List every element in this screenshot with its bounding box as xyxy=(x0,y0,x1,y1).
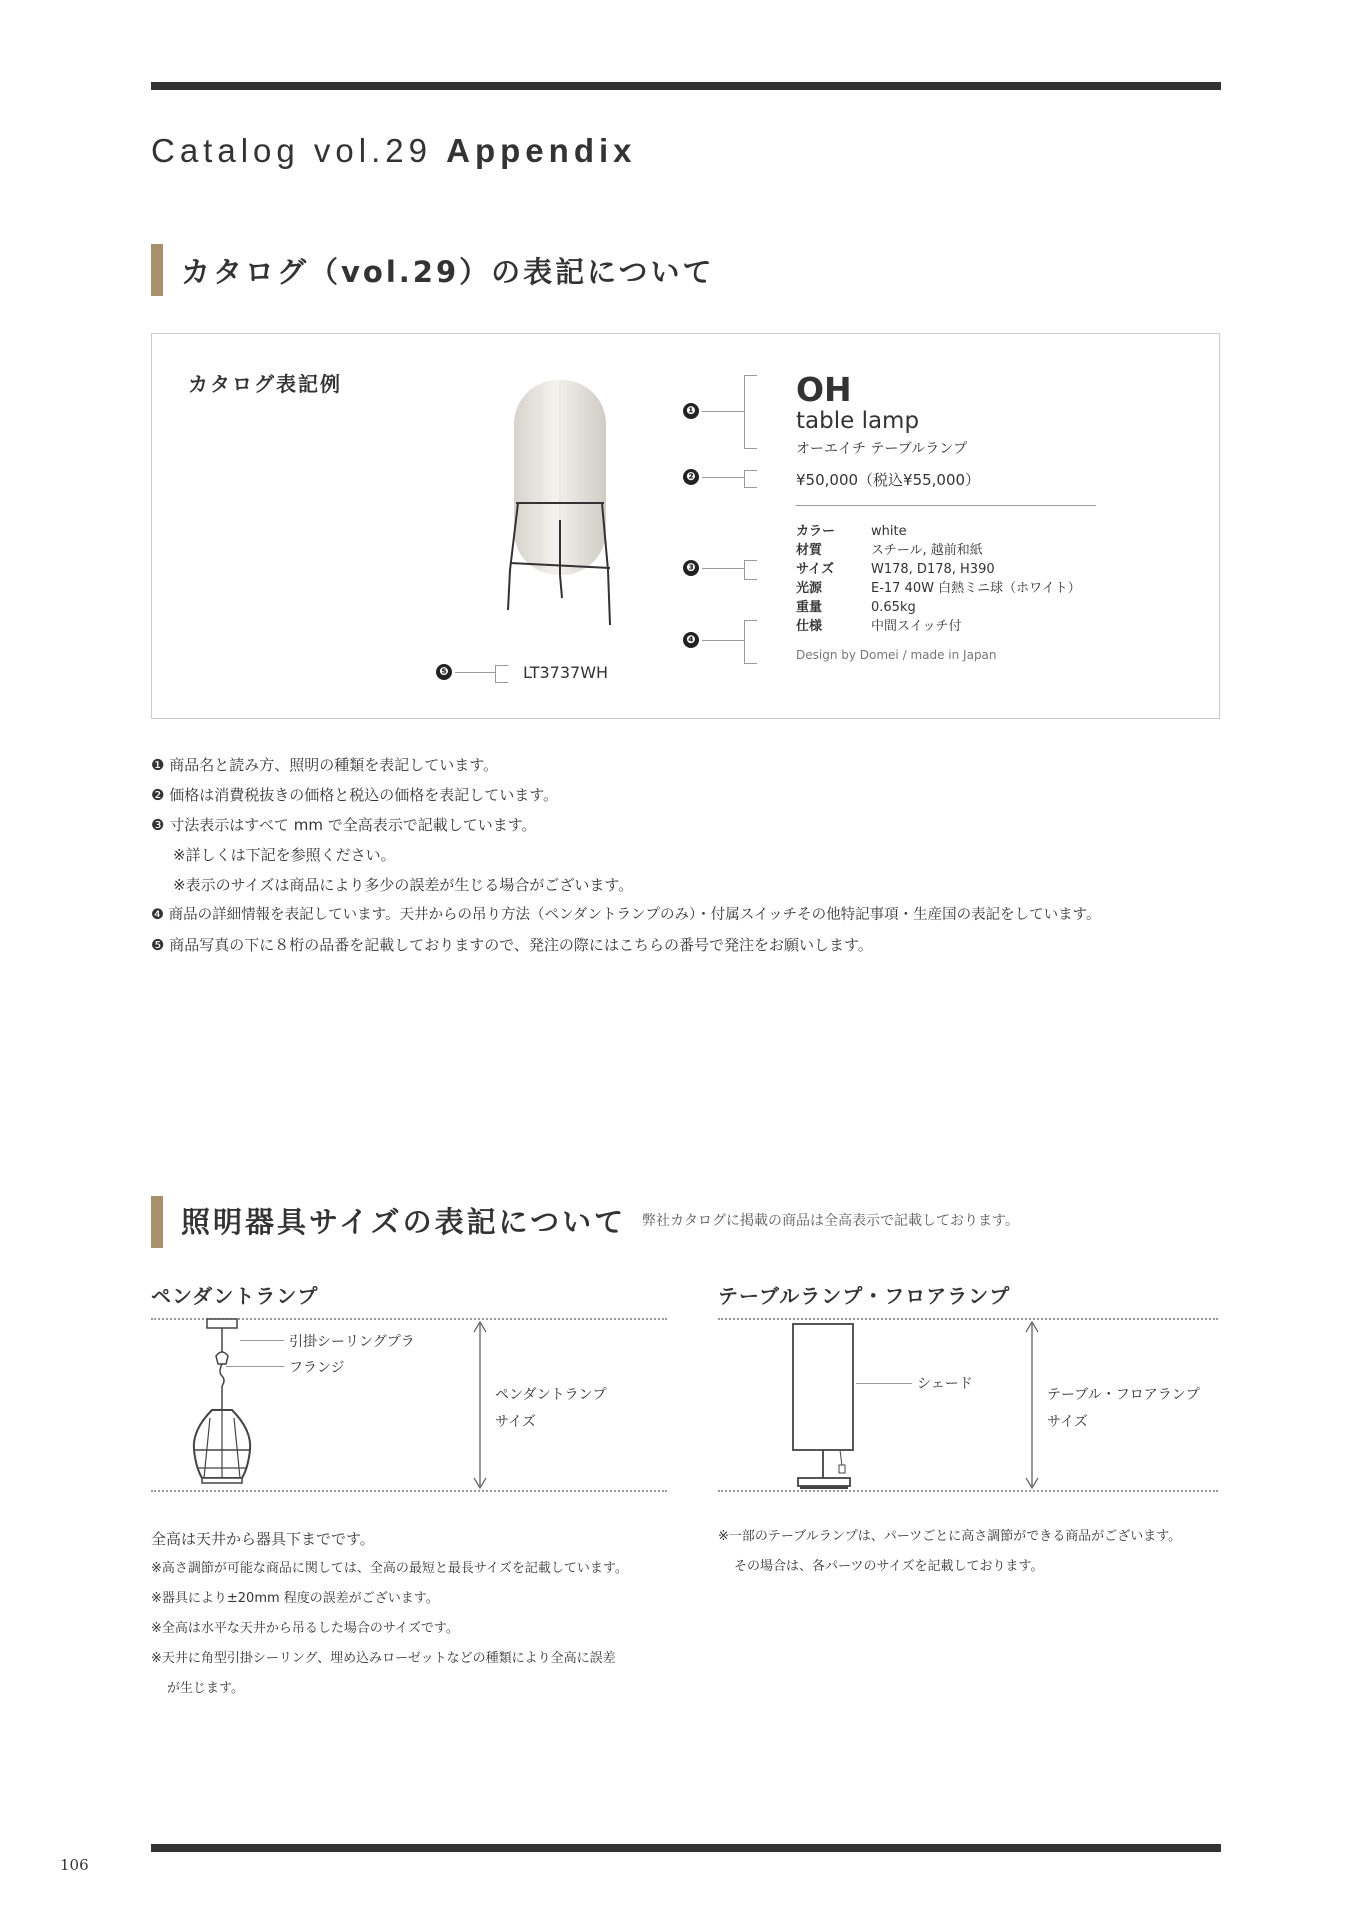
top-rule xyxy=(151,82,1221,90)
marker-1: ❶ xyxy=(683,403,699,419)
marker-5: ❺ xyxy=(436,664,452,680)
pendant-size-label-1: ペンダントランプ xyxy=(495,1387,607,1403)
bottom-rule xyxy=(151,1844,1221,1852)
example-label: カタログ表記例 xyxy=(188,372,342,396)
table-note: その場合は、各パーツのサイズを記載しております。 xyxy=(734,1559,1044,1574)
table-size-arrow xyxy=(1022,1320,1042,1490)
marker-4-line xyxy=(702,640,744,641)
table-lamp-heading: テーブルランプ・フロアランプ xyxy=(718,1284,1011,1308)
note-item xyxy=(151,870,1231,900)
spec-table xyxy=(796,522,1081,636)
pendant-size-arrow xyxy=(470,1320,490,1490)
spec-value: W178, D178, H390 xyxy=(871,562,995,577)
spec-row xyxy=(796,522,1081,541)
note-item xyxy=(151,900,1231,930)
spec-key: 重量 xyxy=(796,600,823,615)
page-number: 106 xyxy=(60,1856,89,1874)
notes-list xyxy=(151,750,1231,960)
pendant-size-label xyxy=(495,1382,607,1436)
spec-key: 光源 xyxy=(796,581,823,596)
section1-accent-bar xyxy=(151,244,163,296)
product-type: table lamp xyxy=(796,408,920,434)
note-marker: ❷ xyxy=(151,786,165,804)
marker-5-bracket xyxy=(495,665,508,683)
pendant-note: ※器具により±20mm 程度の誤差がございます。 xyxy=(151,1591,439,1606)
marker-4-bracket xyxy=(744,620,757,664)
page-header xyxy=(151,132,637,170)
product-price: ¥50,000（税込¥55,000） xyxy=(796,471,981,489)
section2-accent-bar xyxy=(151,1196,163,1248)
marker-3-line xyxy=(702,568,744,569)
section2-title: 照明器具サイズの表記について xyxy=(181,1205,627,1239)
spec-key: 仕様 xyxy=(796,619,823,634)
lamp-product-image xyxy=(500,370,620,640)
product-name: OH xyxy=(796,370,852,409)
note-item xyxy=(151,840,1231,870)
label-flange: フランジ xyxy=(289,1360,345,1376)
table-lamp-drawing xyxy=(780,1318,880,1490)
table-size-label xyxy=(1047,1382,1200,1436)
pendant-note: ※全高は水平な天井から吊るした場合のサイズです。 xyxy=(151,1621,459,1636)
spec-key: サイズ xyxy=(796,562,834,577)
spec-value: スチール, 越前和紙 xyxy=(871,543,983,558)
pendant-notes xyxy=(151,1524,628,1704)
marker-2-line xyxy=(702,477,744,478)
pendant-note: ※高さ調節が可能な商品に関しては、全高の最短と最長サイズを記載しています。 xyxy=(151,1561,628,1576)
spec-row xyxy=(796,560,1081,579)
note-text: 商品名と読み方、照明の種類を表記しています。 xyxy=(169,756,499,774)
pendant-note: が生じます。 xyxy=(167,1681,244,1696)
marker-3: ❸ xyxy=(683,560,699,576)
marker-1-bracket xyxy=(744,375,757,449)
pendant-size-label-2: サイズ xyxy=(495,1414,536,1430)
spec-key: 材質 xyxy=(796,543,823,558)
note-text: ※詳しくは下記を参照ください。 xyxy=(173,846,396,864)
marker-1-line xyxy=(702,411,744,412)
table-note: ※一部のテーブルランプは、パーツごとに高さ調節ができる商品がございます。 xyxy=(718,1529,1182,1544)
note-marker: ❶ xyxy=(151,756,165,774)
note-item xyxy=(151,810,1231,840)
spec-row xyxy=(796,541,1081,560)
product-design-credit: Design by Domei / made in Japan xyxy=(796,648,997,662)
spec-value: E-17 40W 白熱ミニ球（ホワイト） xyxy=(871,581,1081,596)
section2-subtitle: 弊社カタログに掲載の商品は全高表示で記載しております。 xyxy=(642,1213,1019,1229)
table-size-label-1: テーブル・フロアランプ xyxy=(1047,1387,1200,1403)
note-marker: ❺ xyxy=(151,936,165,954)
spec-row xyxy=(796,617,1081,636)
table-bottom-line xyxy=(718,1490,1218,1492)
shade-leader-line xyxy=(856,1383,912,1384)
header-title-bold: Appendix xyxy=(446,132,637,169)
marker-2-bracket xyxy=(744,470,757,488)
spec-value: white xyxy=(871,524,907,539)
marker-2: ❷ xyxy=(683,469,699,485)
note-marker: ❹ xyxy=(151,907,164,923)
pendant-heading: ペンダントランプ xyxy=(151,1284,319,1308)
note-marker: ❸ xyxy=(151,816,165,834)
spec-row xyxy=(796,579,1081,598)
note-text: 商品写真の下に８桁の品番を記載しておりますので、発注の際にはこちらの番号で発注をお願いします。 xyxy=(169,936,873,954)
label-shade: シェード xyxy=(917,1376,973,1392)
pendant-bottom-line xyxy=(151,1490,667,1492)
note-item xyxy=(151,930,1231,960)
spec-value: 中間スイッチ付 xyxy=(871,619,962,634)
note-item xyxy=(151,780,1231,810)
header-title-light: Catalog vol.29 xyxy=(151,132,432,169)
note-item xyxy=(151,750,1231,780)
product-reading: オーエイチ テーブルランプ xyxy=(796,441,968,457)
marker-3-bracket xyxy=(744,560,757,580)
marker-4: ❹ xyxy=(683,632,699,648)
price-divider xyxy=(796,505,1096,506)
section1-title: カタログ（vol.29）の表記について xyxy=(181,255,715,289)
spec-value: 0.65kg xyxy=(871,600,916,615)
spec-key: カラー xyxy=(796,524,836,539)
ceiling-leader-line xyxy=(240,1340,284,1341)
pendant-lamp-drawing xyxy=(180,1318,280,1490)
pendant-note: ※天井に角型引掛シーリング、埋め込みローゼットなどの種類により全高に誤差 xyxy=(151,1651,616,1666)
note-text: 価格は消費税抜きの価格と税込の価格を表記しています。 xyxy=(169,786,559,804)
flange-leader-line xyxy=(226,1366,284,1367)
note-text: ※表示のサイズは商品により多少の誤差が生じる場合がございます。 xyxy=(173,876,634,894)
marker-5-line xyxy=(455,672,495,673)
label-ceiling-plate: 引掛シーリングプラ xyxy=(289,1334,415,1350)
table-size-label-2: サイズ xyxy=(1047,1414,1088,1430)
product-code: LT3737WH xyxy=(523,663,609,682)
note-text: 寸法表示はすべて mm で全高表示で記載しています。 xyxy=(169,816,537,834)
pendant-note: 全高は天井から器具下までです。 xyxy=(151,1530,375,1548)
note-text: 商品の詳細情報を表記しています。天井からの吊り方法（ペンダントランプのみ）・付属スイッチその他特記事項・生産国の表記をしています。 xyxy=(168,907,1101,923)
spec-row xyxy=(796,598,1081,617)
table-notes xyxy=(718,1522,1181,1582)
